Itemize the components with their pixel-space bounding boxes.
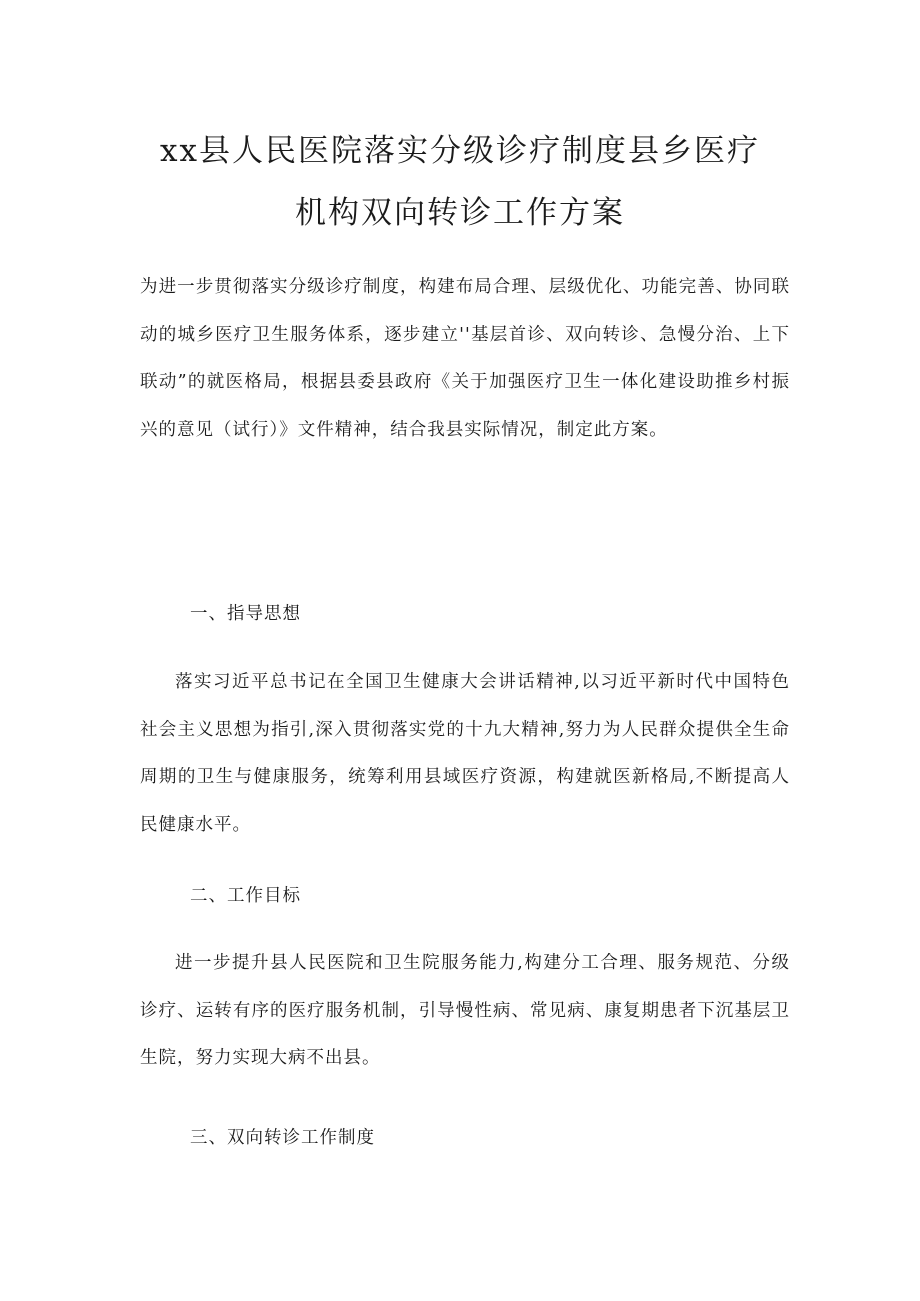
section-body-work-goals: 进一步提升县人民医院和卫生院服务能力,构建分工合理、服务规范、分级诊疗、运转有序的医疗服务机制，引导慢性病、常见病、康复期患者下沉基层卫生院，努力实现大病不出县。: [140, 953, 790, 1068]
section-heading-referral-system: 三、双向转诊工作制度: [190, 1128, 375, 1148]
section-heading-guiding-ideology: 一、指导思想: [190, 604, 301, 624]
document-title-line-1: xx县人民医院落实分级诊疗制度县乡医疗: [160, 133, 760, 169]
section-heading-work-goals: 二、工作目标: [190, 886, 301, 906]
intro-paragraph: 为进一步贯彻落实分级诊疗制度，构建布局合理、层级优化、功能完善、协同联动的城乡医疗卫生服务体系，逐步建立''基层首诊、双向转诊、急慢分治、上下联动”的就医格局，根据县委县政府《关于加强医疗卫生一体化建设助推乡村振兴的意见（试行）》文件精神，结合我县实际情况，制定此方案。: [140, 277, 790, 440]
document-title-line-2: 机构双向转诊工作方案: [295, 195, 625, 231]
section-body-guiding-ideology: 落实习近平总书记在全国卫生健康大会讲话精神,以习近平新时代中国特色社会主义思想为指引,深入贯彻落实党的十九大精神,努力为人民群众提供全生命周期的卫生与健康服务，统筹利用县域医疗资源，构建就医新格局,不断提高人民健康水平。: [140, 672, 790, 835]
